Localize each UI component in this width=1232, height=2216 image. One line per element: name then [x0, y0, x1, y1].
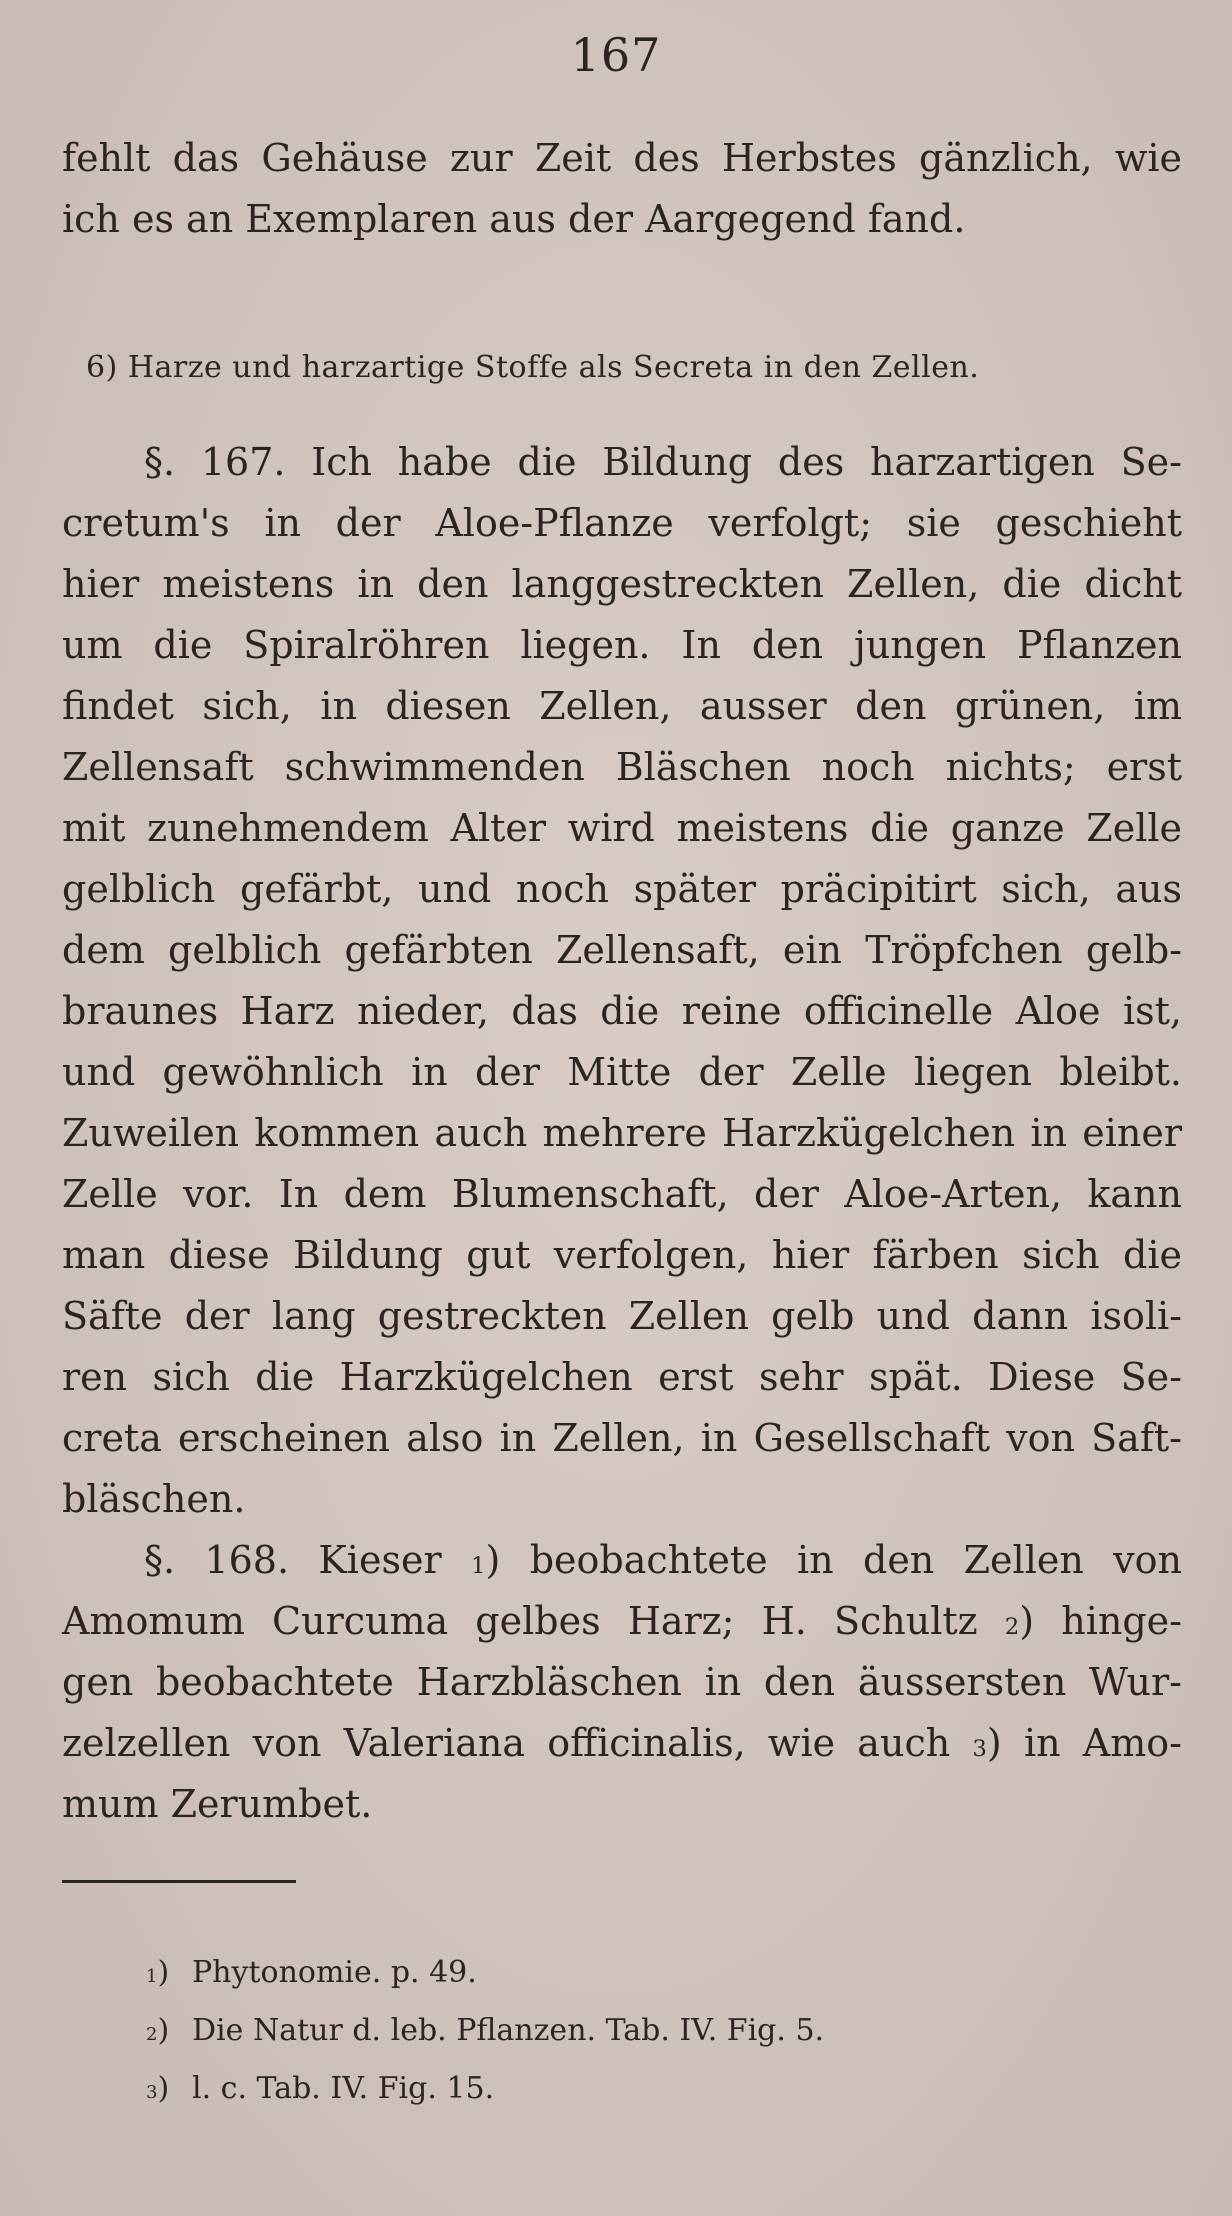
- text-line: bläschen.: [62, 1477, 246, 1521]
- text-line: [62, 1591, 1182, 1652]
- text-line: Zelle vor. In dem Blumenschaft, der Aloe-Arten, kann: [62, 1172, 1182, 1216]
- text-line: hier meistens in den langgestreckten Zellen, die dicht: [62, 562, 1182, 606]
- footnote-mark: 3: [146, 2082, 158, 2103]
- text-line: mum Zerumbet.: [62, 1782, 373, 1826]
- text-line: fehlt das Gehäuse zur Zeit des Herbstes gänzlich, wie: [62, 136, 1182, 180]
- text-line: Säfte der lang gestreckten Zellen gelb und dann isoli-: [62, 1294, 1182, 1338]
- text-segment: ) beobachtete in den Zellen von: [485, 1538, 1182, 1582]
- text-segment: ) hinge-: [1019, 1599, 1182, 1643]
- text-segment: §. 168. Kieser: [144, 1538, 471, 1582]
- text-line: [62, 1530, 1182, 1591]
- footnote-mark: 1: [146, 1966, 158, 1987]
- paragraph-168: [62, 1530, 1182, 1835]
- footnote-text: l. c. Tab. IV. Fig. 15.: [192, 2071, 495, 2106]
- text-line: und gewöhnlich in der Mitte der Zelle liegen bleibt.: [62, 1050, 1182, 1094]
- text-line: §. 167. Ich habe die Bildung des harzartigen Se-: [144, 440, 1182, 484]
- footnote-ref: 1: [470, 1553, 486, 1579]
- text-segment: zelzellen von Valeriana officinalis, wie auch: [62, 1721, 973, 1765]
- text-line: um die Spiralröhren liegen. In den jungen Pflanzen: [62, 623, 1182, 667]
- footnote-ref: 2: [1004, 1614, 1020, 1640]
- page-number: 167: [570, 28, 662, 82]
- text-segment: ) in Amo-: [986, 1721, 1182, 1765]
- text-line: mit zunehmendem Alter wird meistens die ganze Zelle: [62, 806, 1182, 850]
- footnote-text: Phytonomie. p. 49.: [192, 1955, 477, 1990]
- footnote-divider: [62, 1880, 296, 1883]
- footnotes: [146, 1944, 824, 2118]
- text-line: Zellensaft schwimmenden Bläschen noch nichts; erst: [62, 745, 1182, 789]
- text-line: [62, 1713, 1182, 1774]
- text-line: man diese Bildung gut verfolgen, hier färben sich die: [62, 1233, 1182, 1277]
- text-line: braunes Harz nieder, das die reine officinelle Aloe ist,: [62, 989, 1182, 1033]
- text-line: gelblich gefärbt, und noch später präcipitirt sich, aus: [62, 867, 1182, 911]
- footnote-mark: 2: [146, 2024, 158, 2045]
- text-segment: Amomum Curcuma gelbes Harz; H. Schultz: [62, 1599, 1005, 1643]
- footnote-text: Die Natur d. leb. Pflanzen. Tab. IV. Fig. 5.: [192, 2013, 825, 2048]
- text-line: Zuweilen kommen auch mehrere Harzkügelchen in einer: [62, 1111, 1182, 1155]
- text-line: ren sich die Harzkügelchen erst sehr spät. Diese Se-: [62, 1355, 1182, 1399]
- text-line: cretum's in der Aloe-Pflanze verfolgt; sie geschieht: [62, 501, 1182, 545]
- footnote: $^2$) Die Natur d. leb. Pflanzen. Tab. IV. Fig. 5.: [146, 2013, 825, 2048]
- footnote: $^1$) Phytonomie. p. 49.: [146, 1955, 477, 1990]
- text-line: dem gelblich gefärbten Zellensaft, ein Tröpfchen gelb-: [62, 928, 1182, 972]
- paragraph-167: [62, 432, 1182, 1530]
- text-line: gen beobachtete Harzbläschen in den äussersten Wur-: [62, 1660, 1182, 1704]
- text-line: findet sich, in diesen Zellen, ausser den grünen, im: [62, 684, 1182, 728]
- footnote: $^3$) l. c. Tab. IV. Fig. 15.: [146, 2071, 495, 2106]
- text-line: ich es an Exemplaren aus der Aargegend fand.: [62, 197, 966, 241]
- intro-paragraph: [62, 128, 1182, 250]
- footnote-ref: 3: [972, 1736, 987, 1762]
- text-line: creta erscheinen also in Zellen, in Gesellschaft von Saft-: [62, 1416, 1182, 1460]
- section-heading: 6) Harze und harzartige Stoffe als Secreta in den Zellen.: [86, 350, 980, 385]
